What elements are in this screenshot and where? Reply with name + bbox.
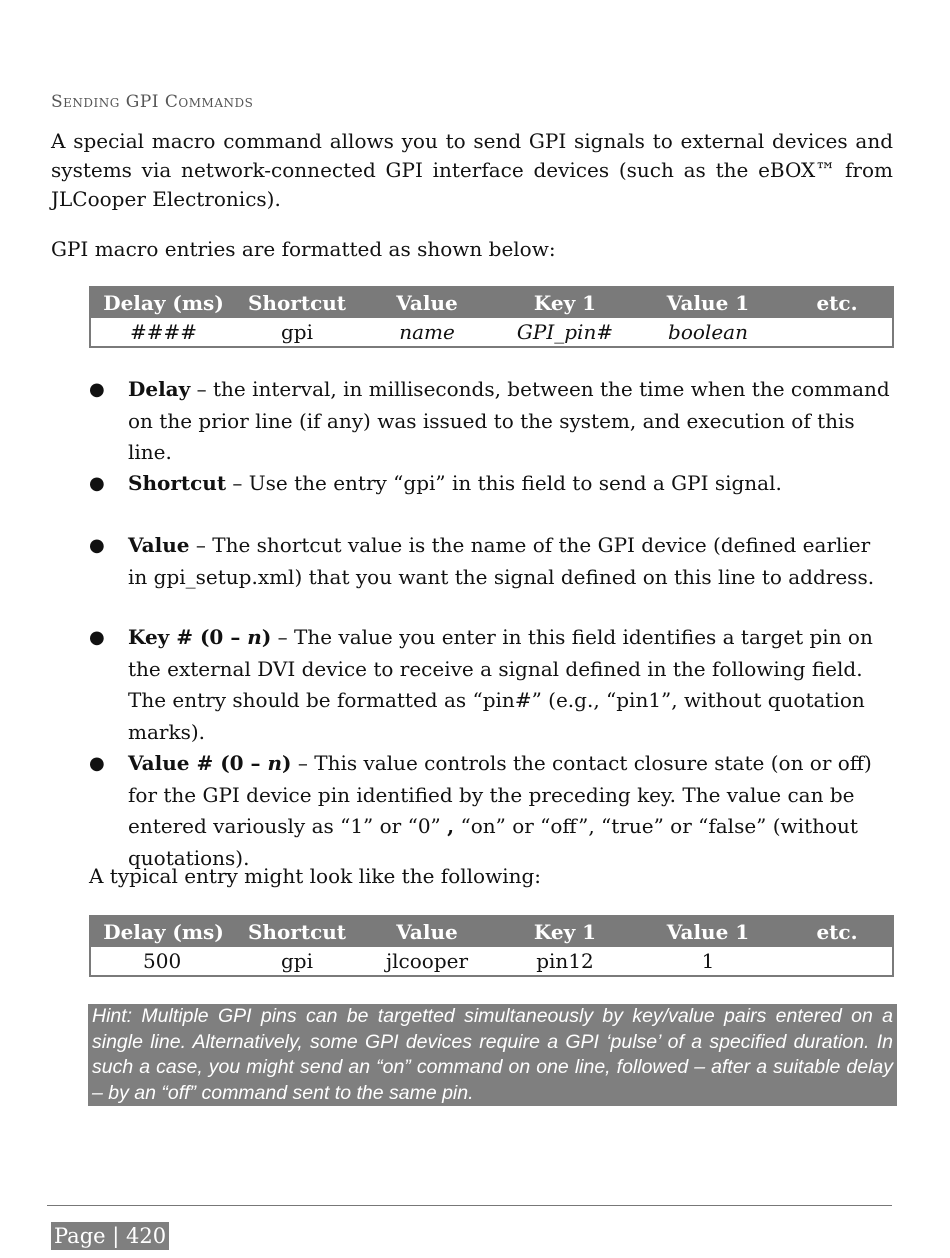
macro-format-table	[89, 286, 894, 348]
table-cell: GPI_pin#	[496, 318, 634, 347]
column-header: Delay (ms)	[90, 916, 236, 947]
column-header: Value 1	[634, 916, 782, 947]
bullet-icon: ●	[89, 753, 105, 774]
table-cell	[782, 947, 893, 976]
intro-paragraph: A special macro command allows you to send GPI signals to external devices and systems via network-connected GPI interface devices (such as the eBOX™ from JLCooper Electronics).	[51, 129, 893, 211]
bullet-icon: ●	[89, 627, 105, 648]
page-number: Page | 420	[51, 1222, 169, 1250]
bullet-term: Delay	[128, 377, 191, 401]
bullet-icon: ●	[89, 473, 105, 494]
table-cell: 500	[90, 947, 236, 976]
bullet-text: – The value you enter in this field identifies a target pin on the external DVI device to receive a signal defined in the following field. The entry should be formatted as “pin#” (e.g., “pin1”, without quotation marks).	[128, 625, 873, 744]
table-cell: jlcooper	[358, 947, 496, 976]
bullet-text: – This value controls the contact closure state (on or off) for the GPI device pin identified by the preceding key. The value can be entered variously as “1” or “0” , “on” or “off”, “true” or “false” (without quotations).	[128, 751, 872, 870]
bullet-text: – the interval, in milliseconds, between the time when the command on the prior line (if any) was issued to the system, and execution of this line.	[128, 377, 890, 464]
table-row	[90, 318, 893, 347]
column-header: Key 1	[496, 287, 634, 318]
table-cell: gpi	[236, 318, 358, 347]
bullet-key	[89, 622, 894, 748]
bullet-text: – The shortcut value is the name of the GPI device (defined earlier in gpi_setup.xml) that you want the signal defined on this line to address.	[128, 533, 875, 589]
section-heading: Sending GPI Commands	[51, 92, 254, 112]
column-header: Key 1	[496, 916, 634, 947]
bullet-value-n	[89, 748, 894, 874]
macro-example-table	[89, 915, 894, 977]
column-header: Value 1	[634, 287, 782, 318]
column-header: etc.	[782, 287, 893, 318]
bullet-term: Value	[128, 533, 190, 557]
table-cell: pin12	[496, 947, 634, 976]
bullet-icon: ●	[89, 379, 105, 400]
column-header: Shortcut	[236, 287, 358, 318]
table-cell: gpi	[236, 947, 358, 976]
bullet-text: – Use the entry “gpi” in this field to send a GPI signal.	[226, 471, 782, 495]
column-header: Delay (ms)	[90, 287, 236, 318]
table-cell	[782, 318, 893, 347]
table-cell: 1	[634, 947, 782, 976]
bullet-icon: ●	[89, 535, 105, 556]
hint-box: Hint: Multiple GPI pins can be targetted simultaneously by key/value pairs entered on a single line. Alternatively, some GPI devices require a GPI ‘pulse’ of a specified duration. In such a case, you might send an “on” command on one line, followed – after a suitable delay – by an “off” command sent to the same pin.	[88, 1004, 897, 1106]
column-header: etc.	[782, 916, 893, 947]
column-header: Value	[358, 287, 496, 318]
format-description: GPI macro entries are formatted as shown below:	[51, 237, 556, 261]
bullet-term: Value # (0 – n)	[128, 751, 292, 775]
bullet-term: Key # (0 – n)	[128, 625, 272, 649]
table-header-row	[90, 287, 893, 318]
table-cell: name	[358, 318, 496, 347]
table-header-row	[90, 916, 893, 947]
table-cell: boolean	[634, 318, 782, 347]
bullet-term: Shortcut	[128, 471, 227, 495]
typical-entry-line: A typical entry might look like the following:	[89, 864, 542, 888]
column-header: Value	[358, 916, 496, 947]
bullet-value	[89, 530, 894, 593]
table-cell: ####	[90, 318, 236, 347]
column-header: Shortcut	[236, 916, 358, 947]
footer-divider	[47, 1205, 892, 1206]
table-row	[90, 947, 893, 976]
bullet-delay	[89, 374, 894, 469]
bullet-shortcut	[89, 468, 894, 500]
